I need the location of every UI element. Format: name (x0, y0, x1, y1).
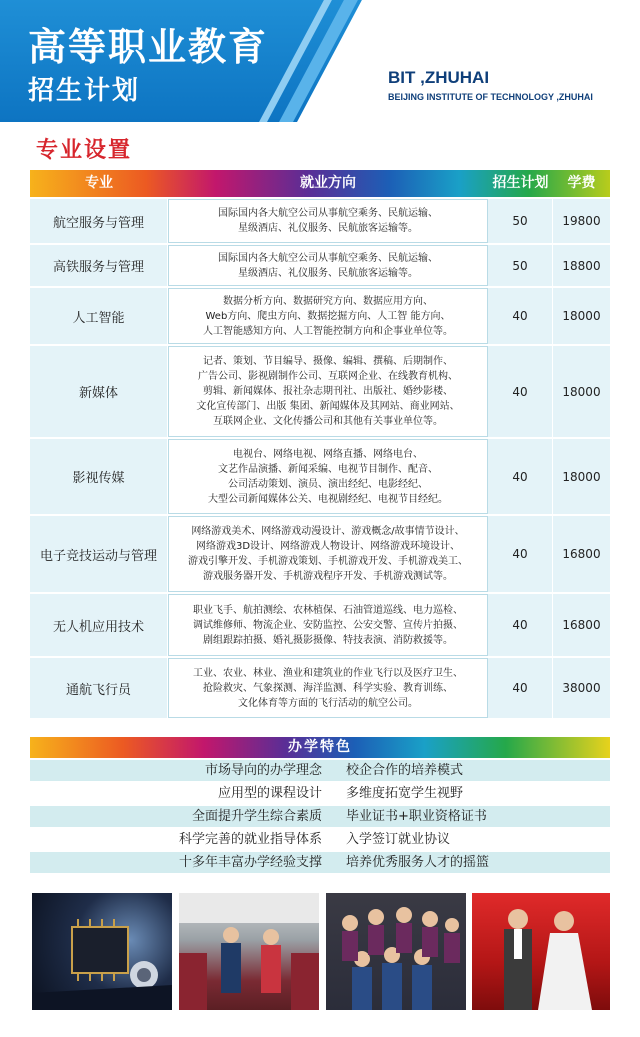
career-direction: 记者、策划、节目编导、摄像、编辑、撰稿、后期制作、 广告公司、影视剧制作公司、互联网企业、在线教育机构、 剪辑、新闻媒体、报社杂志期刊社、出版社、婚纱影楼、 文化宣传部门、出版 集团、新闻媒体及其网站、商业网站、 互联网企业、文化传播公司和其他有关事业单位等。 (168, 346, 488, 437)
career-direction: 网络游戏美术、网络游戏动漫设计、游戏概念/故事情节设计、 网络游戏3D设计、网络游戏人物设计、网络游戏环境设计、 游戏引擎开发、手机游戏策划、手机游戏开发、手机游戏美工、 游戏服务器开发、手机游戏程序开发、手机游戏测试等。 (168, 516, 488, 592)
table-row (30, 288, 610, 345)
enrollment-plan: 40 (488, 594, 553, 656)
major-name: 通航飞行员 (30, 658, 168, 718)
table-row (30, 346, 610, 438)
major-name: 影视传媒 (30, 439, 168, 514)
feature-left: 科学完善的就业指导体系 (178, 832, 322, 847)
career-direction: 职业飞手、航拍测绘、农林植保、石油管道巡线、电力巡检、 调试维修师、物流企业、安防监控、公安交警、宣传片拍摄、 剧组跟踪拍摄、婚礼摄影摄像、特技表演、消防救援等。 (168, 594, 488, 656)
tuition-fee: 16800 (562, 547, 601, 561)
column-header-direction: 就业方向 (300, 175, 356, 191)
enrollment-plan: 50 (488, 245, 553, 286)
feature-left: 十多年丰富办学经验支撑 (178, 855, 322, 870)
major-name: 新媒体 (30, 346, 168, 437)
features-title: 办学特色 (30, 737, 610, 758)
feature-row (30, 760, 610, 781)
enrollment-plan: 50 (488, 199, 553, 243)
major-name: 高铁服务与管理 (30, 245, 168, 286)
feature-right: 多维度拓宽学生视野 (346, 786, 464, 801)
major-name: 无人机应用技术 (30, 594, 168, 656)
section-title-majors: 专业设置 (36, 138, 133, 163)
school-abbreviation: BIT ,ZHUHAI (388, 68, 490, 87)
tuition-fee: 18000 (562, 309, 601, 323)
header-banner (0, 0, 640, 122)
feature-right: 培养优秀服务人才的摇篮 (346, 855, 490, 870)
photo-flight-attendants (326, 893, 466, 1010)
feature-row (30, 806, 610, 827)
feature-row (30, 852, 610, 873)
page-subtitle: 招生计划 (28, 76, 141, 106)
enrollment-plan: 40 (488, 346, 553, 437)
table-row (30, 658, 610, 719)
feature-left: 市场导向的办学理念 (204, 763, 322, 778)
column-header-major: 专业 (85, 175, 113, 191)
column-header-plan: 招生计划 (492, 175, 549, 191)
career-direction: 电视台、网络电视、网络直播、网络电台、 文艺作品演播、新闻采编、电视节目制作、配音、 公司活动策划、演员、演出经纪、电影经纪、 大型公司新闻媒体公关、电视剧经纪、电视节目经纪。 (168, 439, 488, 514)
table-row (30, 245, 610, 287)
table-row (30, 594, 610, 657)
feature-right: 校企合作的培养模式 (346, 763, 464, 778)
feature-row (30, 829, 610, 850)
feature-left: 应用型的课程设计 (217, 786, 322, 801)
table-row (30, 439, 610, 515)
career-direction: 国际国内各大航空公司从事航空乘务、民航运输、 星级酒店、礼仪服务、民航旅客运输等。 (168, 245, 488, 286)
photo-train-service (179, 893, 319, 1010)
enrollment-plan: 40 (488, 516, 553, 592)
major-name: 人工智能 (30, 288, 168, 344)
photo-ai-chip (32, 893, 172, 1010)
photo-media-hosts (472, 893, 610, 1010)
career-direction: 工业、农业、林业、渔业和建筑业的作业飞行以及医疗卫生、 抢险救灾、气象探测、海洋监测、科学实验、教育训练、 文化体育等方面的飞行活动的航空公司。 (168, 658, 488, 718)
tuition-fee: 38000 (562, 681, 601, 695)
major-name: 航空服务与管理 (30, 199, 168, 243)
tuition-fee: 19800 (562, 214, 601, 228)
table-header (30, 170, 610, 197)
career-direction: 国际国内各大航空公司从事航空乘务、民航运输、 星级酒店、礼仪服务、民航旅客运输等。 (168, 199, 488, 243)
enrollment-plan: 40 (488, 288, 553, 344)
tuition-fee: 18000 (562, 384, 601, 399)
header-white-panel (277, 0, 640, 122)
enrollment-plan: 40 (488, 439, 553, 514)
feature-left: 全面提升学生综合素质 (191, 809, 322, 824)
page-title: 高等职业教育 (28, 25, 269, 69)
tuition-fee: 16800 (562, 618, 601, 632)
majors-table (30, 170, 610, 720)
tuition-fee: 18800 (562, 258, 601, 273)
tuition-fee: 18000 (562, 469, 601, 484)
feature-row (30, 783, 610, 804)
career-direction: 数据分析方向、数据研究方向、数据应用方向、 Web方向、爬虫方向、数据挖掘方向、人工智 能方向、 人工智能感知方向、人工智能控制方向和企事业单位等。 (168, 288, 488, 344)
major-name: 电子竞技运动与管理 (30, 516, 168, 592)
table-row (30, 516, 610, 593)
school-full-name: BEIJING INSTITUTE OF TECHNOLOGY ,ZHUHAI (388, 92, 593, 102)
column-header-fee: 学费 (567, 175, 596, 191)
enrollment-plan: 40 (488, 658, 553, 718)
feature-right: 入学签订就业协议 (346, 832, 451, 847)
table-row (30, 199, 610, 244)
feature-right: 毕业证书+职业资格证书 (346, 809, 487, 824)
